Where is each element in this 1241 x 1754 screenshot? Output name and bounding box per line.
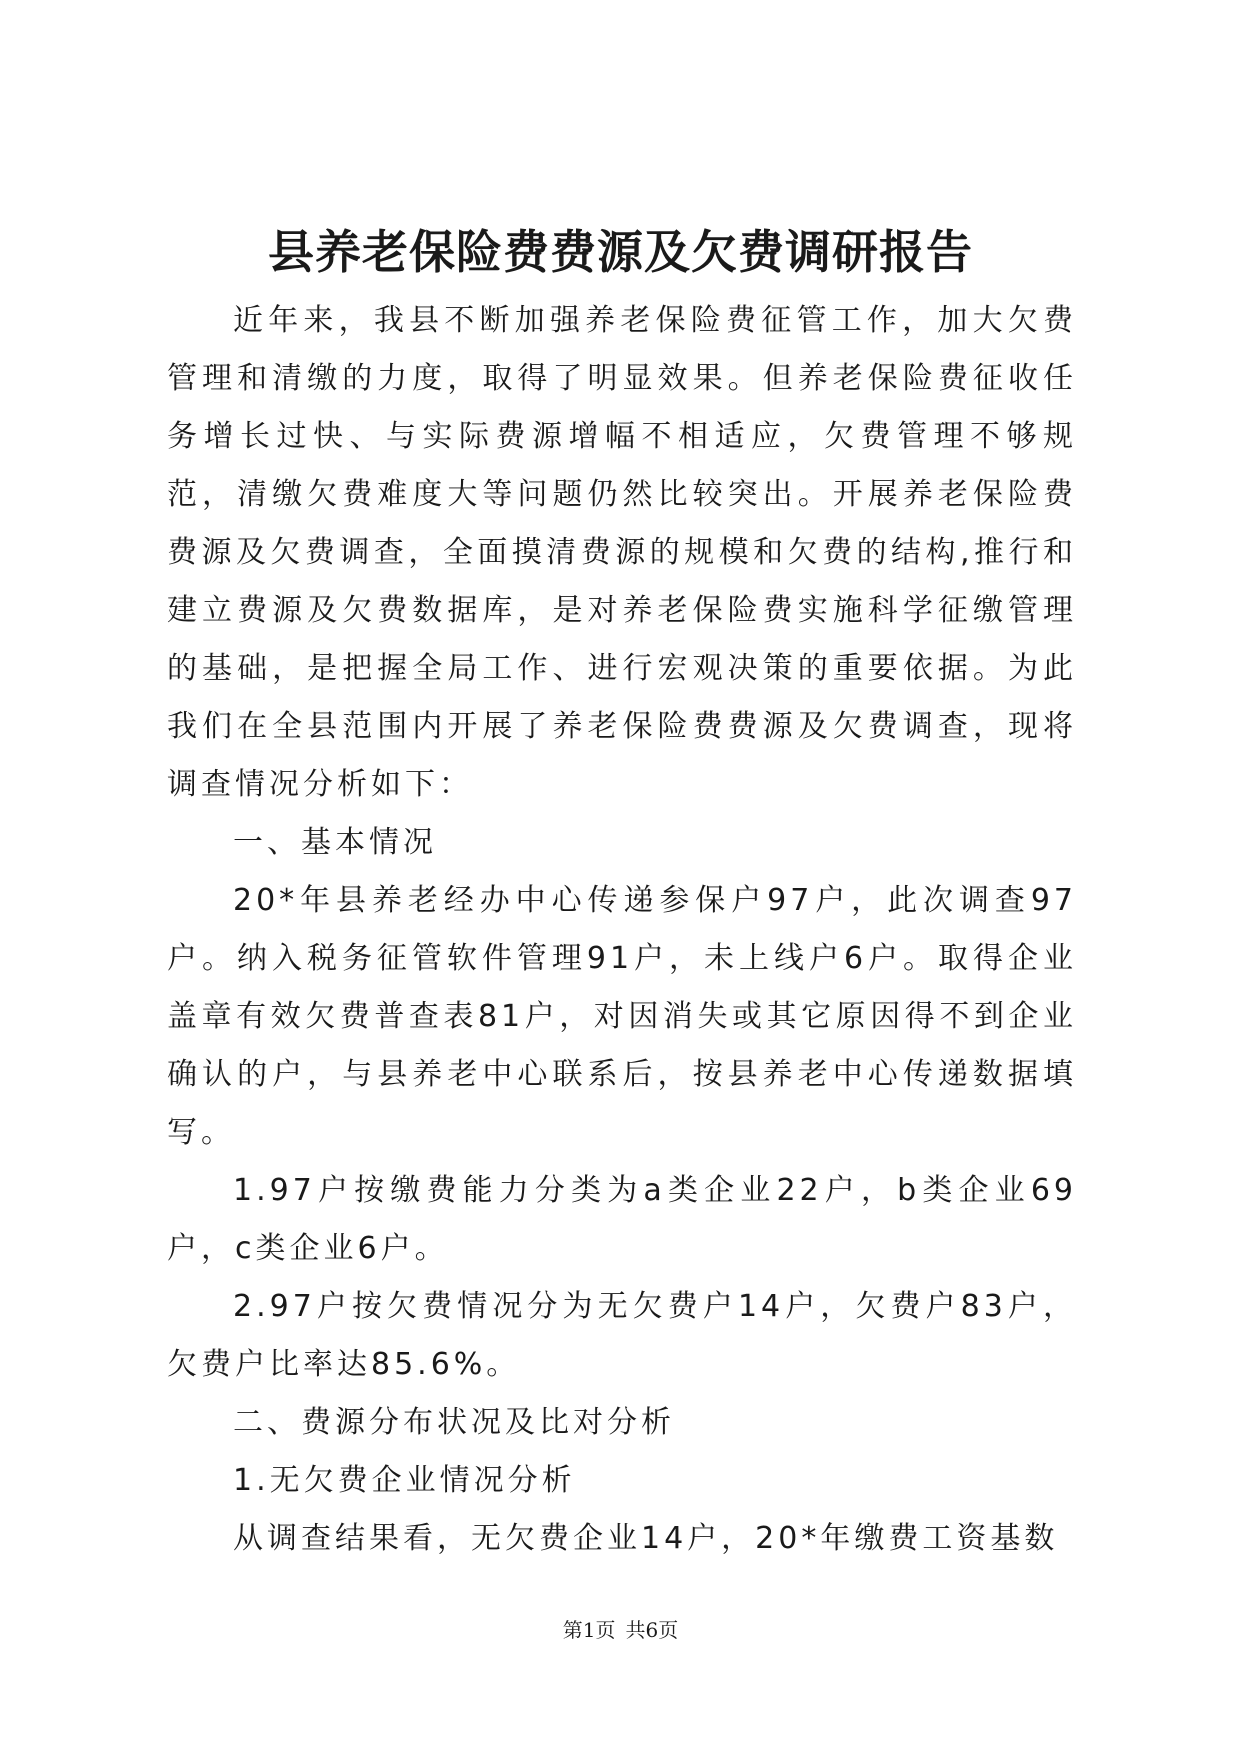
paragraph-no-arrears: 从调查结果看，无欠费企业14户，20*年缴费工资基数 — [233, 1521, 1059, 1556]
page-footer — [0, 1616, 1241, 1644]
page-total: 共6页 — [625, 1618, 679, 1642]
paragraph-classification: 1.97户按缴费能力分类为a类企业22户，b类企业69户，c类企业6户。 — [167, 1173, 1077, 1266]
section-heading-basic: 一、基本情况 — [233, 825, 437, 860]
document-title: 县养老保险费费源及欠费调研报告 — [268, 225, 973, 279]
subsection-heading-no-arrears: 1.无欠费企业情况分析 — [233, 1463, 576, 1498]
paragraph-basic-info: 20*年县养老经办中心传递参保户97户，此次调查97户。纳入税务征管软件管理91户，未上线户6户。取得企业盖章有效欠费普查表81户，对因消失或其它原因得不到企业确认的户，与县养老中心联系后，按县养老中心传递数据填写。 — [167, 883, 1077, 1150]
page-number: 第1页 — [562, 1618, 616, 1642]
document-body — [167, 292, 1077, 1568]
paragraph-intro: 近年来，我县不断加强养老保险费征管工作，加大欠费管理和清缴的力度，取得了明显效果。但养老保险费征收任务增长过快、与实际费源增幅不相适应，欠费管理不够规范，清缴欠费难度大等问题仍然比较突出。开展养老保险费费源及欠费调查，全面摸清费源的规模和欠费的结构,推行和建立费源及欠费数据库，是对养老保险费实施科学征缴管理的基础，是把握全局工作、进行宏观决策的重要依据。为此我们在全县范围内开展了养老保险费费源及欠费调查，现将调查情况分析如下： — [167, 303, 1077, 802]
paragraph-arrears-ratio: 2.97户按欠费情况分为无欠费户14户，欠费户83户，欠费户比率达85.6%。 — [167, 1289, 1077, 1382]
section-heading-distribution: 二、费源分布状况及比对分析 — [233, 1405, 675, 1440]
